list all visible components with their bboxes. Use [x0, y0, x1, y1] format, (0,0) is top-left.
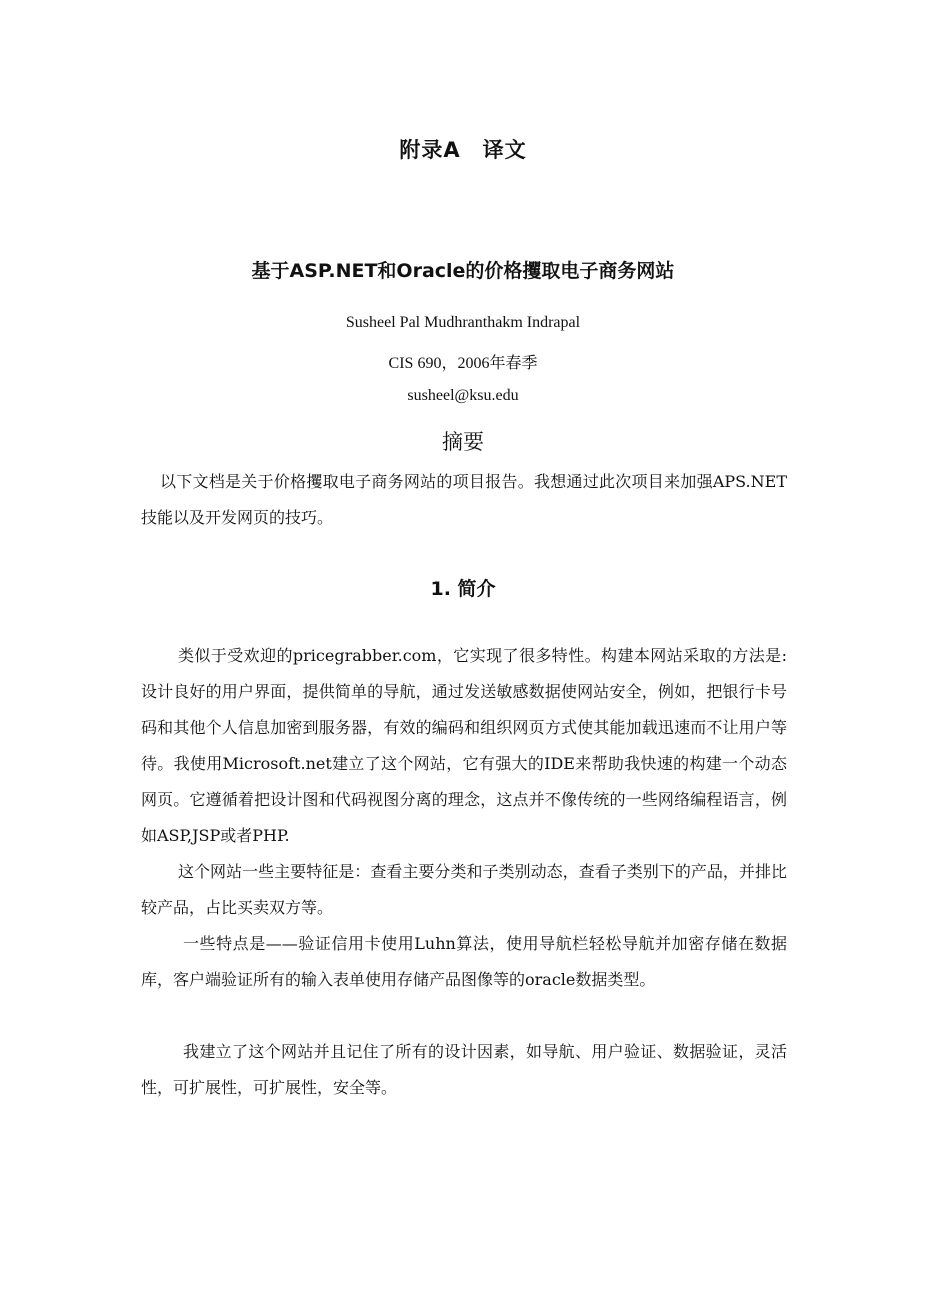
intro-paragraph-4: 我建立了这个网站并且记住了所有的设计因素，如导航、用户验证、数据验证，灵活性，可扩展性，可扩展性，安全等。: [141, 1042, 787, 1097]
appendix-title: 附录A 译文: [399, 138, 527, 162]
author-name: Susheel Pal Mudhranthakm Indrapal: [345, 314, 581, 331]
paper-title: 基于ASP.NET和Oracle的价格攫取电子商务网站: [251, 260, 675, 282]
author-email: susheel@ksu.edu: [407, 387, 519, 404]
course-info: CIS 690，2006年春季: [388, 355, 538, 372]
abstract-text: 以下文档是关于价格攫取电子商务网站的项目报告。我想通过此次项目来加强APS.NET技能以及开发网页的技巧。: [141, 472, 787, 527]
abstract-heading: 摘要: [442, 430, 484, 454]
intro-paragraph-2: 这个网站一些主要特征是：查看主要分类和子类别动态，查看子类别下的产品，并排比较产品，占比买卖双方等。: [141, 862, 787, 917]
section-heading-introduction: 1. 简介: [430, 578, 496, 600]
intro-paragraph-1: 类似于受欢迎的pricegrabber.com，它实现了很多特性。构建本网站采取的方法是:设计良好的用户界面，提供简单的导航，通过发送敏感数据使网站安全，例如，把银行卡号码和其他个人信息加密到服务器，有效的编码和组织网页方式使其能加载迅速而不让用户等待。我使用Microsoft.net建立了这个网站，它有强大的IDE来帮助我快速的构建一个动态网页。它遵循着把设计图和代码视图分离的理念，这点并不像传统的一些网络编程语言，例如ASP,JSP或者PHP.: [141, 646, 787, 845]
intro-paragraph-3: 一些特点是——验证信用卡使用Luhn算法，使用导航栏轻松导航并加密存储在数据库，客户端验证所有的输入表单使用存储产品图像等的oracle数据类型。: [141, 934, 787, 989]
